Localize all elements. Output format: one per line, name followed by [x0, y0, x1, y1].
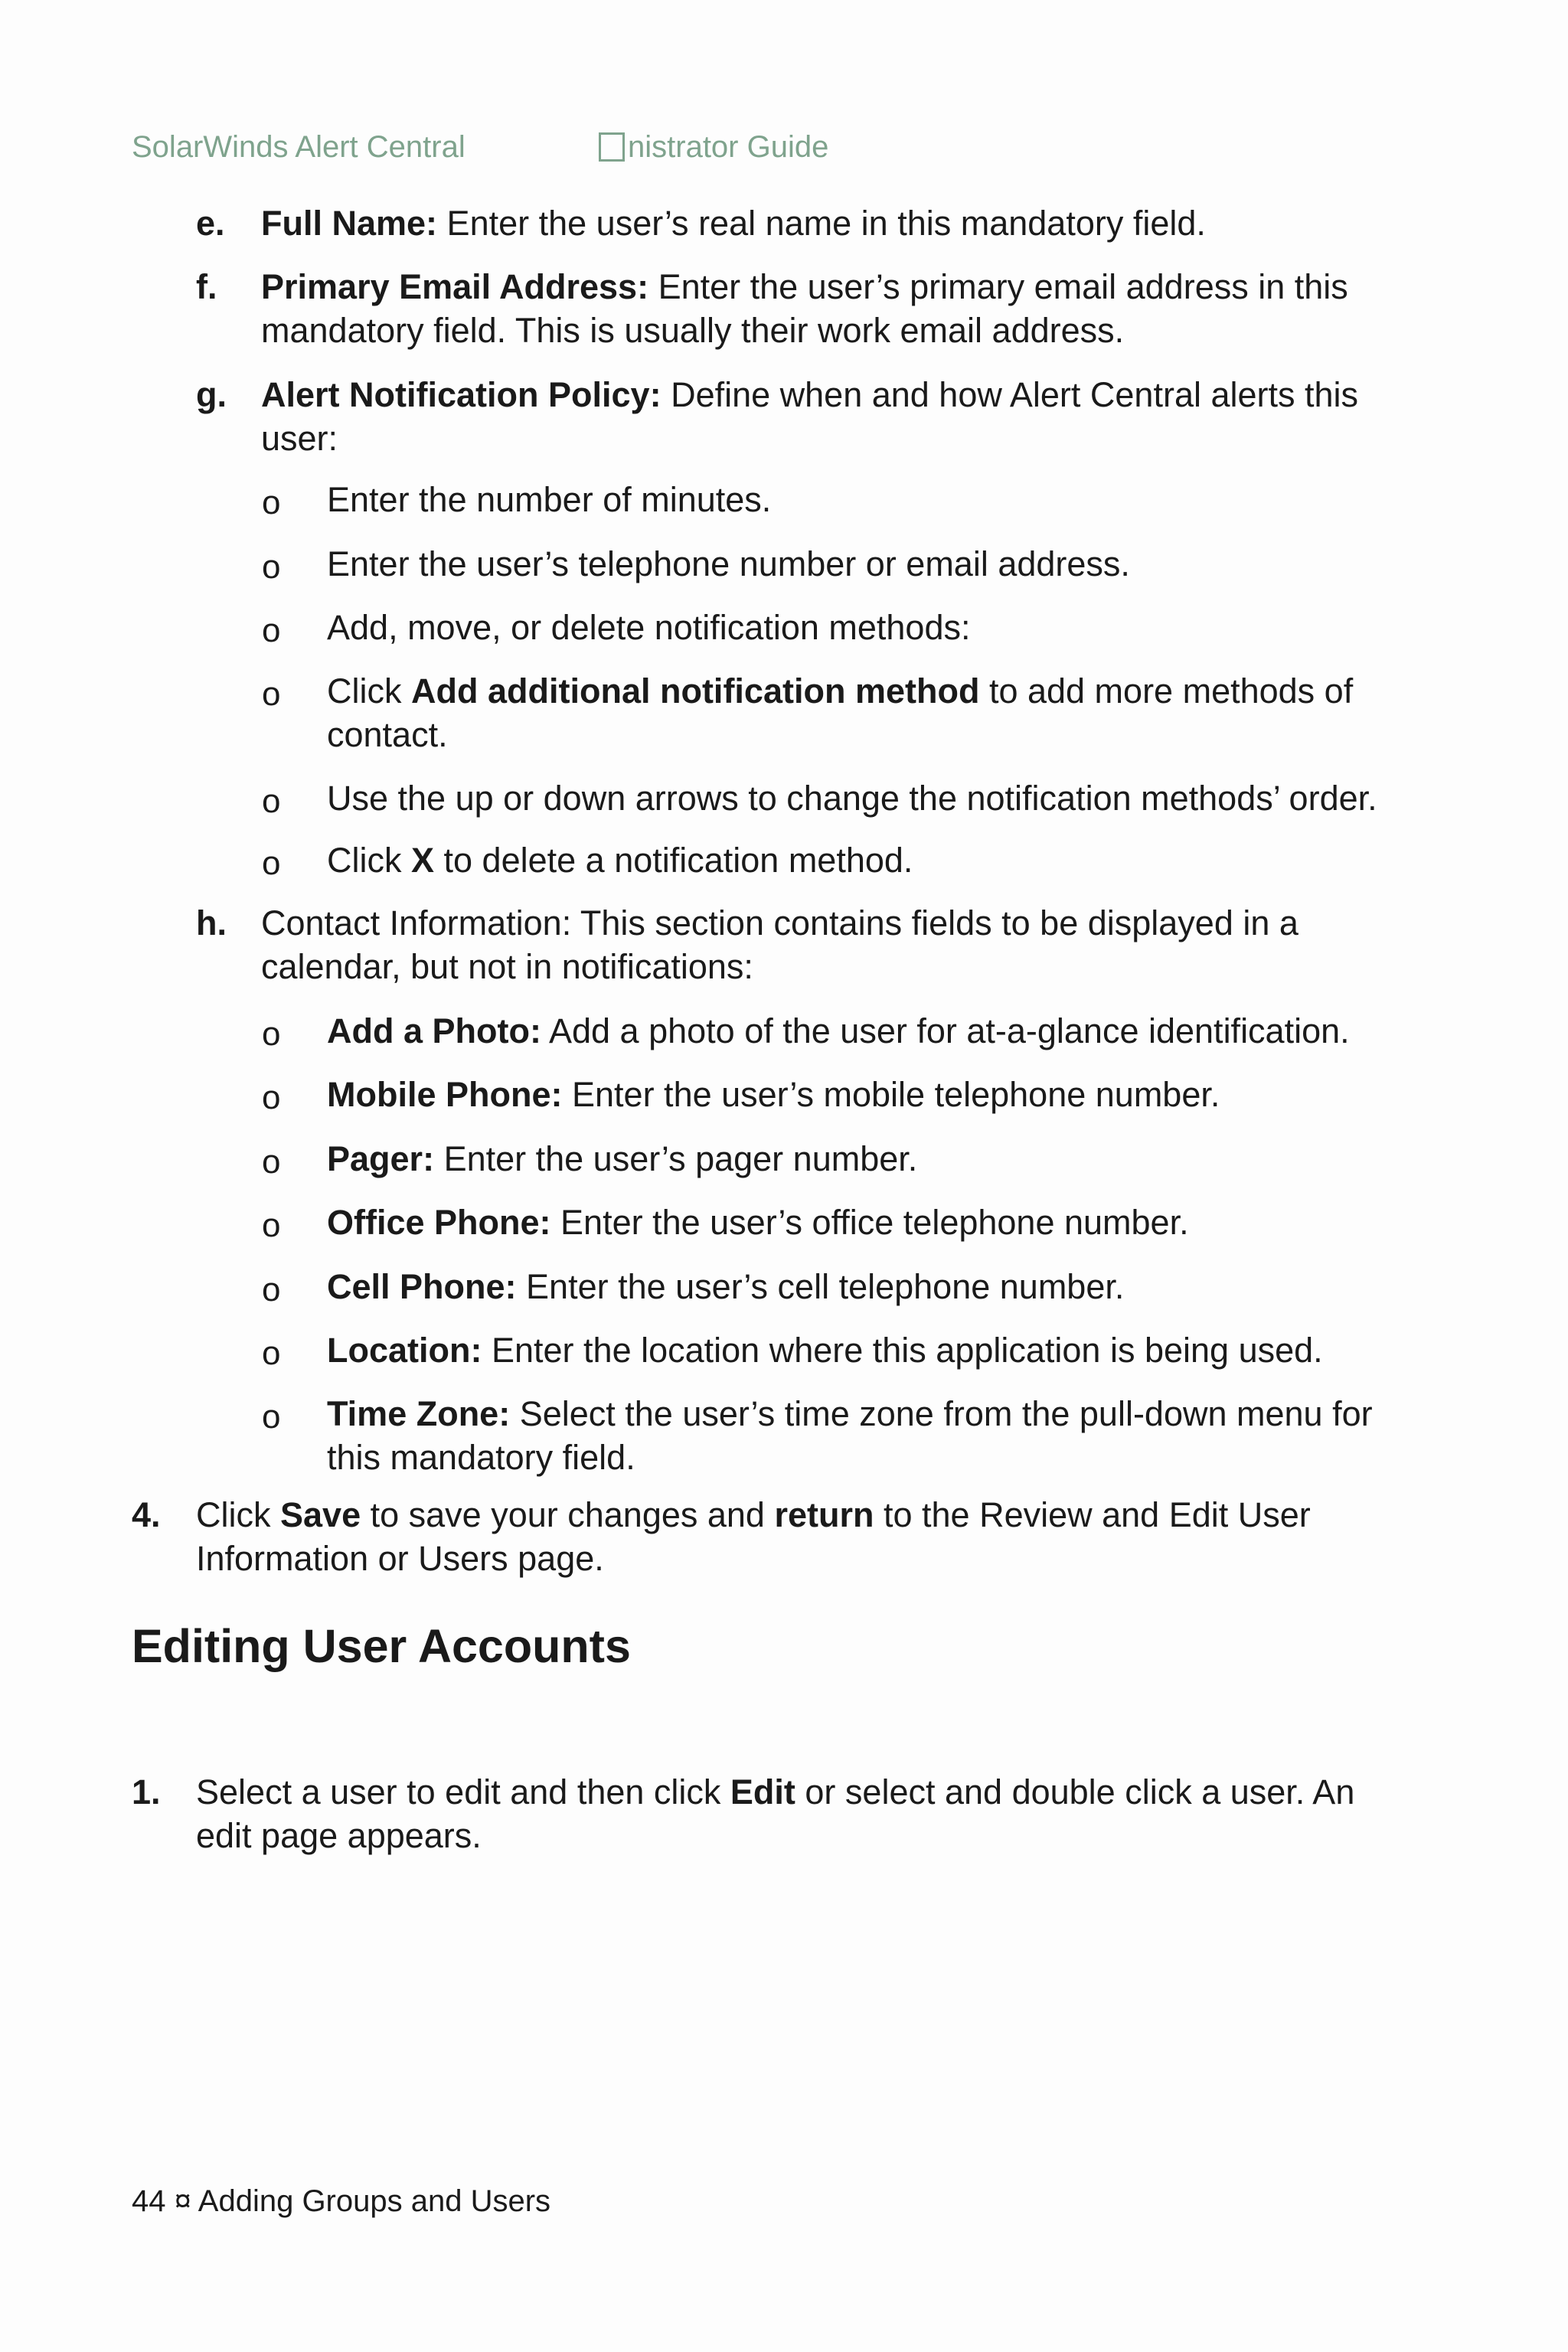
contact-bullet-photo-label: Add a Photo: — [327, 1011, 541, 1050]
policy-bullet-add-method — [327, 670, 1353, 713]
item-f-primary-email — [261, 266, 1348, 309]
contact-bullet-cell-label: Cell Phone: — [327, 1267, 517, 1306]
bullet-icon: o — [262, 1207, 281, 1244]
bullet-icon: o — [262, 844, 281, 882]
step-1-continuation: edit page appears. — [196, 1816, 482, 1855]
item-g-marker: g. — [196, 375, 227, 414]
footer-section: Adding Groups and Users — [198, 2184, 551, 2218]
step-4-marker: 4. — [132, 1495, 161, 1534]
contact-bullet-pager — [327, 1138, 917, 1181]
bullet-icon: o — [262, 612, 281, 649]
step-1-pre: Select a user to edit and then click — [196, 1772, 730, 1811]
step-4-continuation: Information or Users page. — [196, 1539, 604, 1578]
step-1-marker: 1. — [132, 1772, 161, 1811]
missing-glyph-icon — [599, 132, 625, 162]
bullet-icon: o — [262, 1398, 281, 1436]
bullet-icon: o — [262, 1334, 281, 1372]
item-g-alert-policy — [261, 374, 1358, 416]
header-product: SolarWinds Alert Central — [132, 130, 466, 164]
bullet-icon: o — [262, 1015, 281, 1053]
item-e-full-name — [261, 202, 1206, 245]
contact-bullet-timezone-continuation: this mandatory field. — [327, 1438, 635, 1477]
item-e-text: Enter the user’s real name in this mandatory field. — [437, 204, 1206, 243]
step-1-text — [196, 1771, 1354, 1814]
item-f-continuation: mandatory field. This is usually their work email address. — [261, 311, 1125, 350]
contact-bullet-timezone — [327, 1393, 1373, 1436]
step-4-pre: Click — [196, 1495, 280, 1534]
step-4-text — [196, 1494, 1311, 1537]
contact-bullet-office-label: Office Phone: — [327, 1203, 551, 1242]
policy-bullet-methods: Add, move, or delete notification methods: — [327, 608, 971, 647]
running-header — [132, 130, 829, 165]
bullet-icon: o — [262, 1143, 281, 1181]
policy-bullet-add-pre: Click — [327, 671, 411, 710]
contact-bullet-cell — [327, 1266, 1124, 1308]
contact-bullet-location — [327, 1329, 1323, 1372]
contact-bullet-mobile — [327, 1073, 1220, 1116]
policy-bullet-add-bold: Add additional notification method — [411, 671, 980, 710]
contact-bullet-timezone-text: Select the user’s time zone from the pull-down menu for — [510, 1394, 1373, 1433]
bullet-icon: o — [262, 548, 281, 586]
policy-bullet-delete-post: to delete a notification method. — [434, 841, 913, 880]
step-4-mid: to save your changes and — [361, 1495, 775, 1534]
item-h-marker: h. — [196, 903, 227, 942]
header-guide — [599, 130, 828, 165]
item-f-label: Primary Email Address: — [261, 267, 649, 306]
policy-bullet-delete-pre: Click — [327, 841, 411, 880]
contact-bullet-timezone-label: Time Zone: — [327, 1394, 511, 1433]
bullet-icon: o — [262, 484, 281, 521]
contact-bullet-mobile-label: Mobile Phone: — [327, 1075, 563, 1114]
contact-bullet-office-text: Enter the user’s office telephone number. — [550, 1203, 1189, 1242]
section-heading: Editing User Accounts — [132, 1620, 631, 1672]
contact-bullet-pager-text: Enter the user’s pager number. — [434, 1139, 918, 1178]
contact-bullet-location-label: Location: — [327, 1331, 482, 1370]
policy-bullet-contact: Enter the user’s telephone number or email address. — [327, 544, 1130, 583]
step-1-edit: Edit — [730, 1772, 795, 1811]
contact-bullet-photo — [327, 1010, 1350, 1053]
footer-separator-icon: ¤ — [174, 2184, 191, 2218]
item-g-continuation: user: — [261, 419, 338, 458]
page-number: 44 — [132, 2184, 166, 2218]
item-f-text: Enter the user’s primary email address in this — [648, 267, 1348, 306]
item-g-label: Alert Notification Policy: — [261, 375, 662, 414]
step-4-post: to the Review and Edit User — [874, 1495, 1311, 1534]
item-e-label: Full Name: — [261, 204, 438, 243]
item-f-marker: f. — [196, 267, 217, 306]
header-guide-text: nistrator Guide — [628, 130, 829, 164]
page-footer — [132, 2182, 550, 2220]
bullet-icon: o — [262, 675, 281, 713]
contact-bullet-photo-text: Add a photo of the user for at-a-glance identification. — [541, 1011, 1350, 1050]
policy-bullet-delete-bold: X — [411, 841, 435, 880]
item-h-continuation: calendar, but not in notifications: — [261, 947, 753, 986]
item-g-text: Define when and how Alert Central alerts this — [661, 375, 1359, 414]
contact-bullet-office — [327, 1201, 1189, 1244]
policy-bullet-order: Use the up or down arrows to change the notification methods’ order. — [327, 779, 1377, 818]
item-h-contact-info: Contact Information: This section contains fields to be displayed in a — [261, 903, 1298, 942]
item-e-marker: e. — [196, 204, 225, 243]
bullet-icon: o — [262, 1271, 281, 1308]
contact-bullet-cell-text: Enter the user’s cell telephone number. — [516, 1267, 1125, 1306]
bullet-icon: o — [262, 1079, 281, 1116]
step-4-return: return — [774, 1495, 874, 1534]
bullet-icon: o — [262, 782, 281, 820]
contact-bullet-pager-label: Pager: — [327, 1139, 435, 1178]
policy-bullet-add-continuation: contact. — [327, 715, 448, 754]
policy-bullet-delete — [327, 839, 913, 882]
policy-bullet-add-post: to add more methods of — [979, 671, 1354, 710]
contact-bullet-location-text: Enter the location where this application is being used. — [482, 1331, 1323, 1370]
step-1-post: or select and double click a user. An — [795, 1772, 1355, 1811]
contact-bullet-mobile-text: Enter the user’s mobile telephone number. — [562, 1075, 1220, 1114]
step-4-save: Save — [280, 1495, 361, 1534]
policy-bullet-minutes: Enter the number of minutes. — [327, 480, 772, 519]
